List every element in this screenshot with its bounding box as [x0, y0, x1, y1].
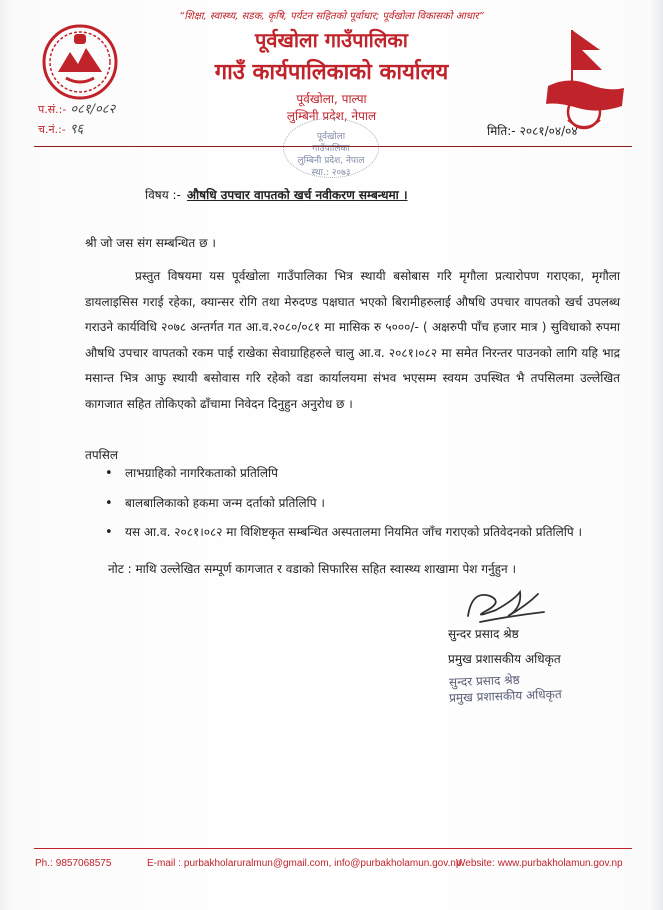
list-item: • बालबालिकाको हकमा जन्म दर्ताको प्रतिलिपि ।: [105, 491, 620, 517]
stamp-line3: लुम्बिनी प्रदेश, नेपाल: [297, 156, 365, 166]
website-value: www.purbakholamun.gov.np: [497, 858, 623, 869]
tapsil-label: तपसिल: [85, 448, 119, 462]
stamp-line1: पूर्वखोला: [316, 132, 346, 142]
date-label: मिति:-: [487, 124, 516, 138]
signer-stamp-title: प्रमुख प्रशासकीय अधिकृत: [448, 687, 562, 705]
subject-text: औषधि उपचार वापतको खर्च नवीकरण सम्बन्धमा ।: [186, 188, 408, 202]
note-text: नोट : माथि उल्लेखित सम्पूर्ण कागजात र वडाको सिफारिस सहित स्वास्थ्य शाखामा पेश गर्नुहुन ।: [108, 562, 517, 576]
chalani-number: [38, 119, 83, 137]
phone-label: Ph.:: [35, 858, 53, 869]
chalani-label: च.नं.:-: [38, 123, 66, 136]
body-paragraph: प्रस्तुत विषयमा यस पूर्वखोला गाउँपालिका भित्र स्थायी बसोबास गरि मृगौला प्रत्यारोपण गराएका, मृगौला डायलाइसिस गराई रहेका, क्यान्सर रोगि तथा मेरुदण्ड पक्षघात भएको बिरामीहरुलाई औषधि उपचार वापतको खर्च उपलब्ध गराउने कार्यविधि २०७८ अन्तर्गत गत आ.व.२०८०/०८१ मा मासिक रु ५०००/- ( अक्षरुपी पाँच हजार मात्र ) सुविधाको रुपमा औषधि उपचार वापतको रकम पाई राखेका सेवाग्राहिहरुले चालु आ.व. २०८१।०८२ मा समेत निरन्तर पाउनको लागि यहि भाद्र मसान्त भित्र आफु स्थायी बसोवास गरि रहेको वडा कार्यालयमा संभव भएसम्म स्वयम उपस्थित भै तपसिलमा उल्लेखित कागजात सहित तोकिएको ढाँचामा निवेदन दिनुहुन अनुरोध छ ।: [85, 269, 620, 411]
email-value: purbakholaruralmun@gmail.com, info@purbakholamun.gov.np: [183, 858, 462, 869]
subject-label: विषय :-: [145, 188, 181, 202]
signer-stamp-name: सुन्दर प्रसाद श्रेष्ठ: [448, 672, 520, 690]
signer-title: प्रमुख प्रशासकीय अधिकृत: [448, 652, 561, 666]
office-name: गाउँ कार्यपालिकाको कार्यालय: [214, 60, 449, 85]
address-line1: पूर्वखोला, पाल्पा: [296, 92, 367, 106]
list-item: • लाभग्राहिको नागरिकताको प्रतिलिपि: [105, 461, 620, 487]
office-stamp: [283, 118, 379, 178]
stamp-line4: स्था.: २०७३: [311, 168, 351, 178]
footer-email: [147, 858, 461, 869]
org-name: पूर्वखोला गाउँपालिका: [255, 28, 408, 52]
footer-divider: [34, 848, 632, 849]
signer-name: सुन्दर प्रसाद श्रेष्ठ: [448, 627, 519, 641]
stamp-line2: गाउँपालिका: [312, 144, 350, 154]
address-line2: लुम्बिनी प्रदेश, नेपाल: [286, 109, 377, 123]
header-divider: [34, 146, 632, 147]
letter-date: [487, 122, 578, 139]
email-label: E-mail :: [147, 858, 181, 869]
chalani-value: ९६: [69, 122, 84, 137]
handwritten-signature: [460, 582, 550, 626]
letterhead-motto: “शिक्षा, स्वास्थ्य, सडक, कृषि, पर्यटन सहितको पूर्वाधार; पूर्वखोला विकासको आधार”: [179, 11, 484, 22]
footer-website: [456, 858, 623, 869]
date-value: २०८१/०४/०४: [519, 124, 578, 138]
patra-sankhya: [38, 99, 115, 117]
list-item: • यस आ.व. २०८१।०८२ मा विशिष्टकृत सम्बन्धित अस्पतालमा नियमित जाँच गराएको प्रतिवेदनको प्रतिलिपि ।: [105, 520, 620, 546]
footer-phone: [35, 858, 111, 869]
patra-label: प.सं.:-: [38, 103, 67, 116]
salutation: श्री जो जस संग सम्बन्धित छ ।: [85, 236, 216, 250]
phone-value: 9857068575: [55, 858, 112, 869]
attachment-list: [105, 461, 620, 546]
patra-value: ०८१/०८२: [70, 102, 116, 117]
subject-line: [145, 186, 408, 203]
website-label: Website:: [456, 858, 495, 869]
